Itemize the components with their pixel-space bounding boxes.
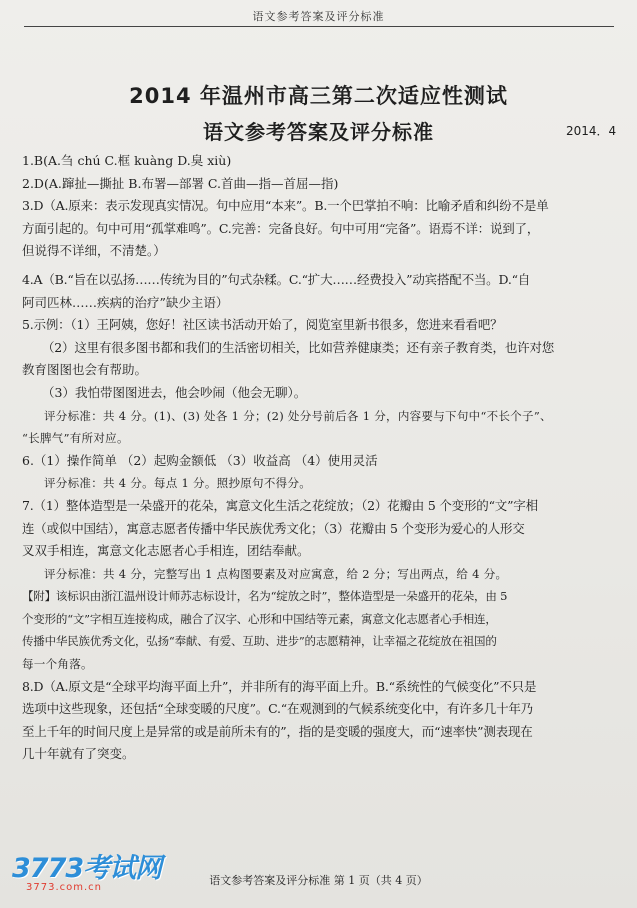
header-rule <box>24 26 614 27</box>
answer-line: 1.B(A.刍 chú C.框 kuàng D.臭 xiù) <box>22 153 232 168</box>
answer-line: 至上千年的时间尺度上是异常的或是前所未有的”，指的是变暖的强度大，而“速率快”测表现在 <box>22 723 533 739</box>
answer-line: 选项中这些现象，还包括“全球变暖的尺度”。C.“在观测到的气候系统变化中，有许多几十年乃 <box>22 701 533 717</box>
document-title: 2014 年温州市高三第二次适应性测试 <box>129 84 508 108</box>
page-footer: 语文参考答案及评分标准 第 1 页（共 4 页） <box>209 874 428 887</box>
appendix-line: 每一个角落。 <box>22 657 93 672</box>
answer-line: 但说得不详细，不清楚。） <box>22 243 166 259</box>
answer-line: （3）我怕带图图进去，他会吵闹（他会无聊）。 <box>42 384 307 400</box>
answer-line: 方面引起的。句中可用“孤掌难鸣”。C.完善：完备良好。句中可用“完备”。语焉不详：说到了， <box>22 220 540 236</box>
answer-line: 叉双手相连，寓意文化志愿者心手相连，团结奉献。 <box>22 543 310 559</box>
answer-line: 6.（1）操作简单 （2）起购金额低 （3）收益高 （4）使用灵活 <box>22 452 378 468</box>
document-date: 2014．4 <box>566 124 617 138</box>
answer-line: 8.D（A.原文是“全球平均海平面上升”，并非所有的海平面上升。B.“系统性的气候变化”不只是 <box>22 678 537 694</box>
watermark-brand: 3773考试网 <box>12 853 162 884</box>
answer-line: 3.D（A.原来：表示发现真实情况。句中应用“本来”。B.一个巴掌拍不响：比喻矛盾和纠纷不是单 <box>22 198 549 214</box>
answer-line: 4.A（B.“旨在以弘扬……传统为目的”句式杂糅。C.“扩大……经费投入”动宾搭配不当。D.“自 <box>22 271 531 287</box>
answer-line: 几十年就有了突变。 <box>22 746 135 762</box>
watermark-url: 3773.com.cn <box>26 882 102 893</box>
scoring-line: 评分标准：共 4 分，完整写出 1 点构图要素及对应寓意，给 2 分；写出两点，给 4 分。 <box>44 566 508 581</box>
answer-line: 2.D(A.蹿扯—撕扯 B.布署—部署 C.首曲—指—首屈—指) <box>22 175 339 191</box>
answer-line: 7.（1）整体造型是一朵盛开的花朵，寓意文化生活之花绽放；（2）花瓣由 5 个变形的“文”字相 <box>22 497 538 513</box>
appendix-line: 传播中华民族优秀文化，弘扬“奉献、有爱、互助、进步”的志愿精神，让幸福之花绽放在祖国的 <box>22 634 497 649</box>
answer-line: 教育图图也会有帮助。 <box>22 362 148 378</box>
running-header: 语文参考答案及评分标准 <box>252 10 385 23</box>
scoring-line: “长脾气”有所对应。 <box>22 431 129 446</box>
answer-line: （2）这里有很多图书都和我们的生活密切相关，比如营养健康类；还有亲子教育类，也许对您 <box>42 339 555 355</box>
scoring-line: 评分标准：共 4 分。(1)、(3) 处各 1 分；(2) 处分号前后各 1 分，内容要与下句中“不长个子”、 <box>44 408 552 423</box>
answer-line: 连（或似中国结），寓意志愿者传播中华民族优秀文化；（3）花瓣由 5 个变形为爱心的人形交 <box>22 520 525 536</box>
scoring-line: 评分标准：共 4 分。每点 1 分。照抄原句不得分。 <box>44 476 312 491</box>
site-watermark-logo[interactable] <box>12 846 182 904</box>
answer-line: 5.示例：（1）王阿姨，您好！社区读书活动开始了，阅览室里新书很多，您进来看看吧？ <box>22 317 503 333</box>
answer-line: 阿司匹林……疾病的治疗”缺少主语） <box>22 294 229 310</box>
document-subtitle: 语文参考答案及评分标准 <box>203 120 434 144</box>
appendix-line: 【附】该标识由浙江温州设计师苏志标设计，名为“绽放之时”，整体造型是一朵盛开的花朵，由 5 <box>22 589 508 604</box>
answer-body <box>22 150 622 766</box>
appendix-line: 个变形的“文”字相互连接构成，融合了汉字、心形和中国结等元素，寓意文化志愿者心手相连， <box>22 611 497 626</box>
